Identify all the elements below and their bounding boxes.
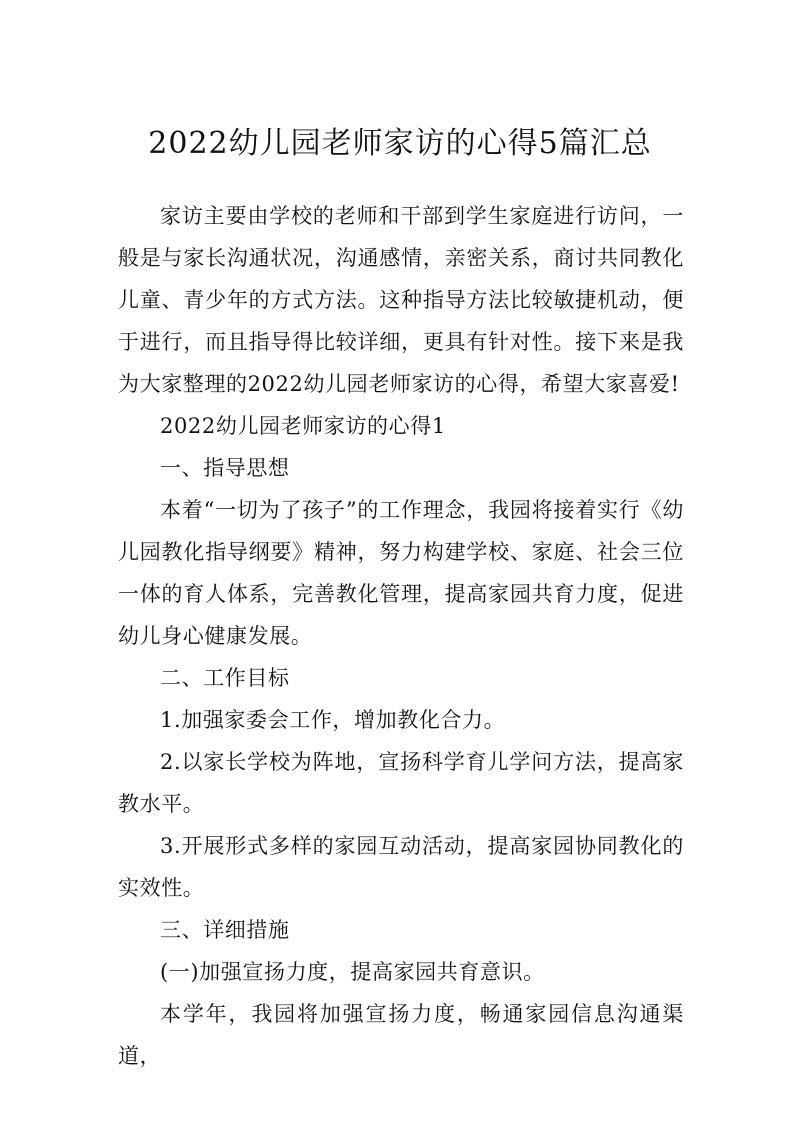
document-body <box>118 195 684 1077</box>
goal-item-2: 2.以家长学校为阵地，宣扬科学育儿学问方法，提高家教水平。 <box>118 750 684 816</box>
guiding-thought-paragraph: 本着“一切为了孩子”的工作理念，我园将接着实行《幼儿园教化指导纲要》精神，努力构建学校、家庭、社会三位一体的育人体系，完善教化管理，提高家园共育力度，促进幼儿身心健康发展。 <box>118 498 684 648</box>
goal-item-3: 3.开展形式多样的家园互动活动，提高家园协同教化的实效性。 <box>118 834 684 900</box>
document-title: 2022幼儿园老师家访的心得5篇汇总 <box>148 126 652 161</box>
measure-heading-1: (一)加强宣扬力度，提高家园共育意识。 <box>160 960 545 984</box>
subheading-work-goals: 二、工作目标 <box>160 666 290 690</box>
subheading-detailed-measures: 三、详细措施 <box>160 918 290 942</box>
measure-paragraph-1: 本学年，我园将加强宣扬力度，畅通家园信息沟通渠道， <box>118 1002 684 1068</box>
subheading-guiding-thought: 一、指导思想 <box>160 456 290 480</box>
intro-paragraph: 家访主要由学校的老师和干部到学生家庭进行访问，一般是与家长沟通状况，沟通感情，亲密关系，商讨共同教化儿童、青少年的方式方法。这种指导方法比较敏捷机动，便于进行，而且指导得比较详细，更具有针对性。接下来是我为大家整理的2022幼儿园老师家访的心得，希望大家喜爱! <box>118 204 684 396</box>
section-heading-1: 2022幼儿园老师家访的心得1 <box>160 414 446 438</box>
goal-item-1: 1.加强家委会工作，增加教化合力。 <box>160 708 506 732</box>
